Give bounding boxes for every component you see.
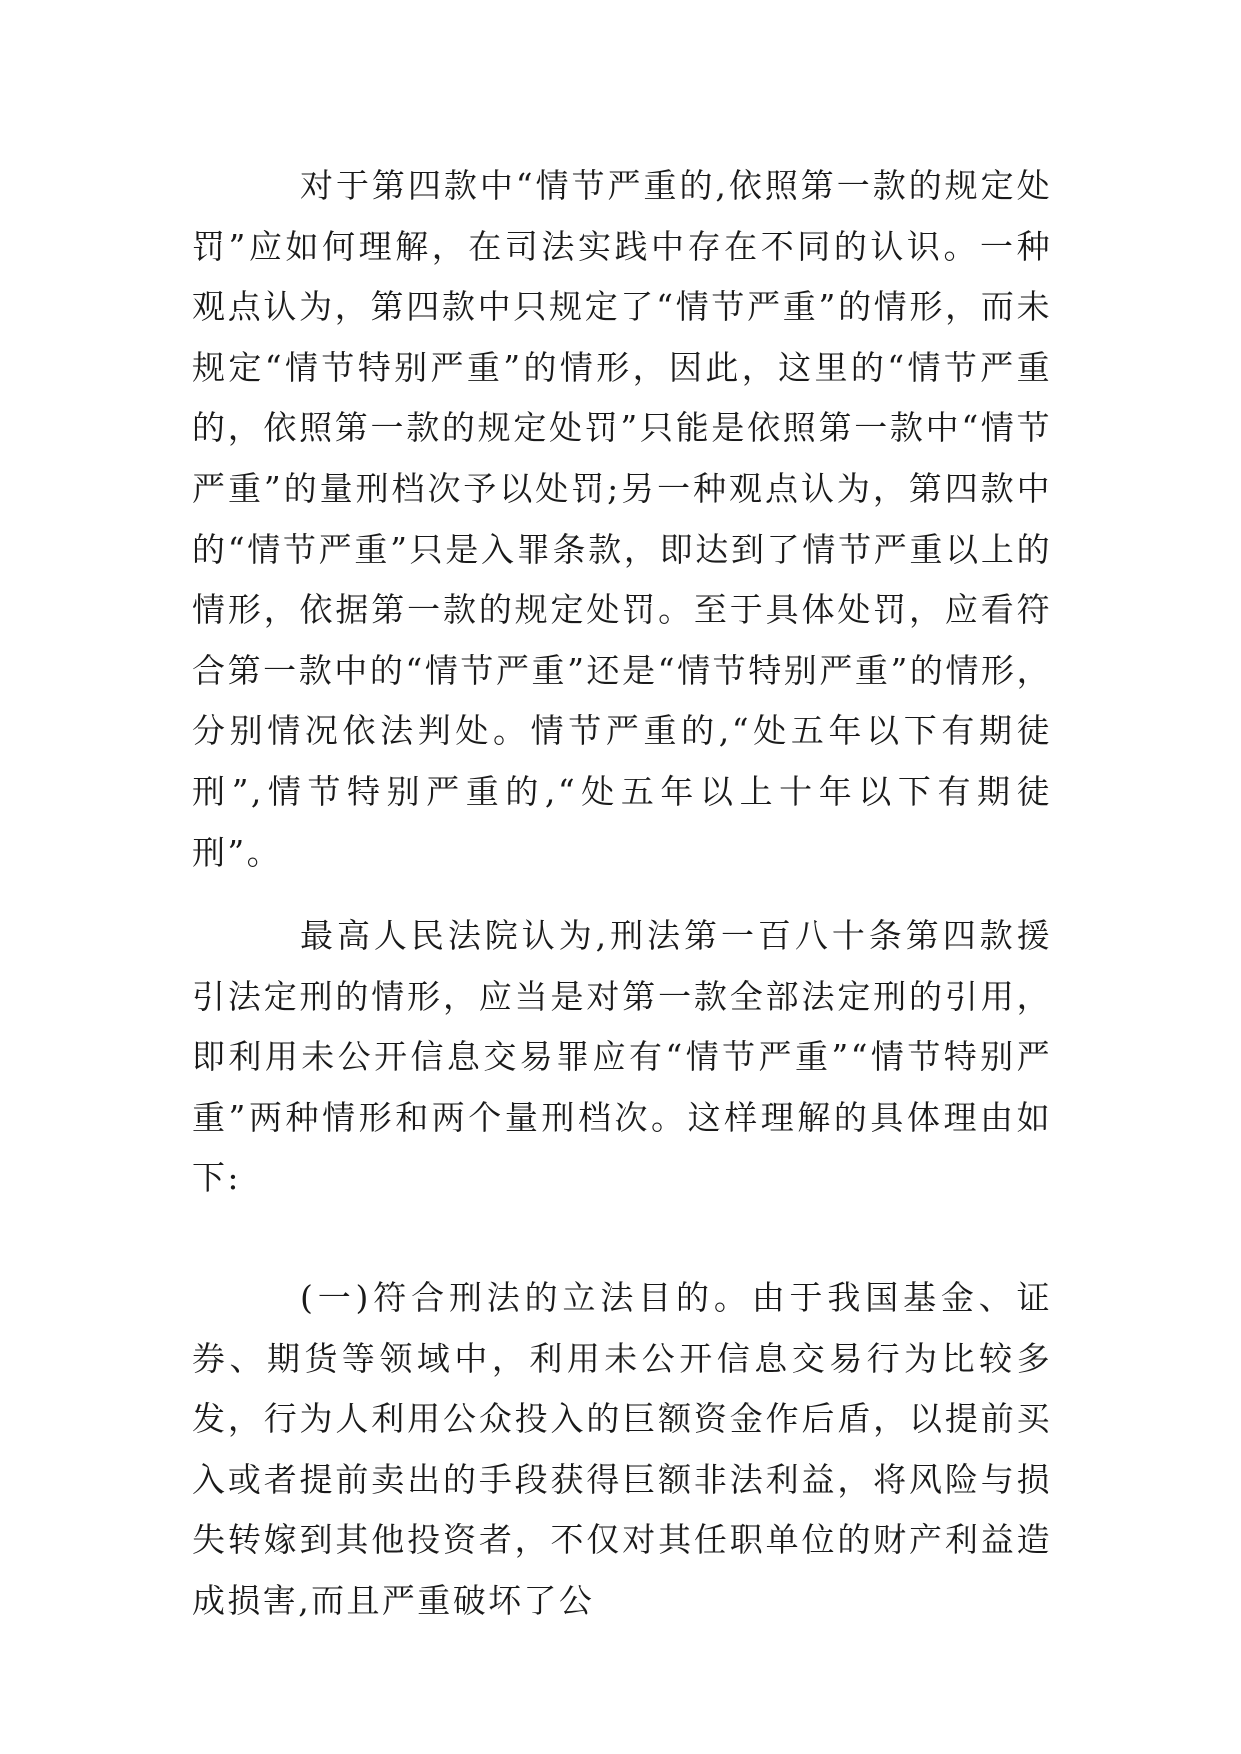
paragraph-reason-one: (一)符合刑法的立法目的。由于我国基金、证券、期货等领域中，利用未公开信息交易行为比较多发，行为人利用公众投入的巨额资金作后盾，以提前买入或者提前卖出的手段获得巨额非法利益，将风险与损失转嫁到其他投资者，不仅对其任职单位的财产利益造成损害,而且严重破坏了公 bbox=[192, 1278, 1052, 1620]
paragraph-interpretation-views: 对于第四款中“情节严重的,依照第一款的规定处罚”应如何理解，在司法实践中存在不同的认识。一种观点认为，第四款中只规定了“情节严重”的情形，而未规定“情节特别严重”的情形，因此，这里的“情节严重的，依照第一款的规定处罚”只能是依照第一款中“情节严重”的量刑档次予以处罚;另一种观点认为，第四款中的“情节严重”只是入罪条款，即达到了情节严重以上的情形，依据第一款的规定处罚。至于具体处罚，应看符合第一款中的“情节严重”还是“情节特别严重”的情形，分别情况依法判处。情节严重的,“处五年以下有期徒刑”,情节特别严重的,“处五年以上十年以下有期徒刑”。 bbox=[192, 166, 1052, 872]
paragraph-supreme-court-opinion: 最高人民法院认为,刑法第一百八十条第四款援引法定刑的情形，应当是对第一款全部法定刑的引用，即利用未公开信息交易罪应有“情节严重”“情节特别严重”两种情形和两个量刑档次。这样理解的具体理由如下: bbox=[192, 916, 1052, 1198]
